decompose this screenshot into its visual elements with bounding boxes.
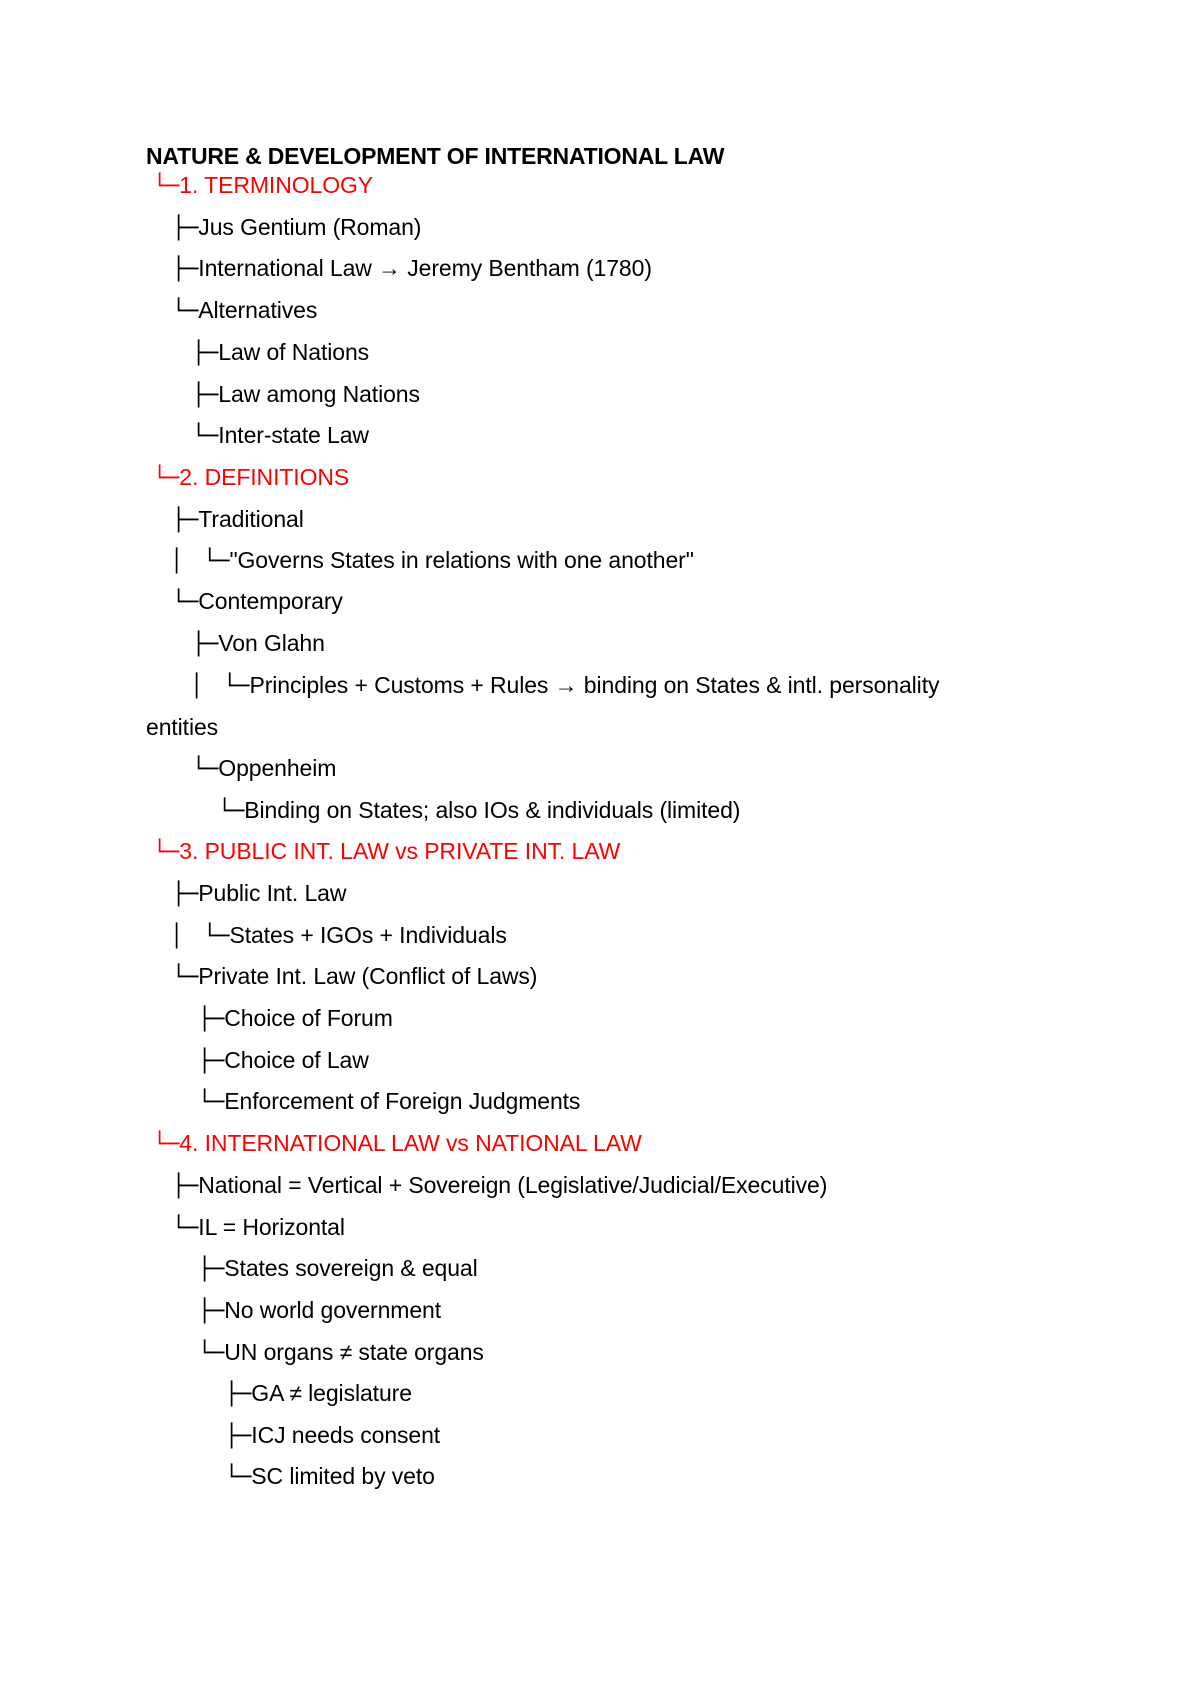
tree-branch-connector: └─ [172,299,199,324]
tree-branch-connector: └─ [153,174,180,199]
outline-line [172,585,343,619]
outline-line-text: Choice of Law [224,1047,369,1073]
outline-line [198,1252,478,1286]
outline-line-text: Inter-state Law [218,422,369,448]
tree-branch-connector: ├─ [192,383,219,408]
outline-line [190,669,939,703]
tree-branch-connector: └─ [172,590,199,615]
outline-line [198,1336,484,1370]
outline-line [218,794,740,828]
outline-line [172,503,304,537]
tree-branch-connector: └─ [198,1341,225,1366]
outline-line [192,336,369,370]
tree-branch-connector: └─ [192,757,219,782]
outline-line-text: Law among Nations [218,381,420,407]
outline-line [192,752,336,786]
outline-line-text: SC limited by veto [251,1463,435,1489]
tree-branch-connector: ├─ [172,257,199,282]
tree-branch-connector: └─ [225,1465,252,1490]
outline-line-text: GA ≠ legislature [251,1380,412,1406]
outline-line [172,1169,827,1203]
outline-line-text: Enforcement of Foreign Judgments [224,1088,581,1114]
outline-line [172,960,537,994]
outline-line-text: 4. INTERNATIONAL LAW vs NATIONAL LAW [179,1130,642,1156]
outline-line [170,544,694,578]
outline-line-text: Oppenheim [218,755,337,781]
outline-line-text: No world government [224,1297,441,1323]
tree-vertical-bar: │ [190,674,204,699]
outline-line [192,419,369,453]
tree-branch-connector: ├─ [172,882,199,907]
document-title: NATURE & DEVELOPMENT OF INTERNATIONAL LAW [146,143,725,169]
outline-line [198,1044,369,1078]
section-heading [153,1127,642,1161]
outline-line-text: Public Int. Law [198,880,347,906]
outline-line-text: 1. TERMINOLOGY [179,172,374,198]
outline-line-text: entities [146,714,219,740]
outline-line-text: National = Vertical + Sovereign (Legislative/Judicial/Executive) [198,1172,828,1198]
tree-branch-connector: ├─ [198,1299,225,1324]
tree-branch-connector: └─ [203,924,230,949]
tree-branch-connector: └─ [223,674,250,699]
outline-line-text: IL = Horizontal [198,1214,345,1240]
outline-line [170,919,507,953]
tree-branch-connector: └─ [203,549,230,574]
outline-line [225,1419,440,1453]
section-heading [153,835,620,869]
tree-branch-connector: ├─ [225,1424,252,1449]
section-heading [153,169,373,203]
outline-line [198,1002,393,1036]
tree-branch-connector: └─ [172,965,199,990]
tree-branch-connector: ├─ [192,341,219,366]
tree-branch-connector: └─ [192,424,219,449]
outline-line [192,378,420,412]
tree-branch-connector: ├─ [172,508,199,533]
tree-branch-connector: └─ [198,1090,225,1115]
tree-branch-connector: ├─ [225,1382,252,1407]
outline-line-text: Jus Gentium (Roman) [198,214,422,240]
outline-line-text: States + IGOs + Individuals [229,922,507,948]
tree-branch-connector: ├─ [198,1007,225,1032]
outline-line-text: UN organs ≠ state organs [224,1339,484,1365]
tree-branch-connector: ├─ [192,632,219,657]
outline-line-text: Traditional [198,506,304,532]
outline-line [225,1377,412,1411]
outline-line-text: 3. PUBLIC INT. LAW vs PRIVATE INT. LAW [179,838,621,864]
outline-line [172,1211,345,1245]
outline-line-text: "Governs States in relations with one another" [229,547,694,573]
tree-branch-connector: ├─ [198,1257,225,1282]
tree-branch-connector: └─ [218,799,245,824]
outline-line-text: States sovereign & equal [224,1255,478,1281]
outline-line-text: Von Glahn [218,630,325,656]
section-heading [153,461,349,495]
outline-line [146,711,218,743]
outline-line [225,1460,435,1494]
outline-line-text: Contemporary [198,588,343,614]
outline-line [172,877,346,911]
tree-vertical-bar: │ [170,924,184,949]
outline-line-text: ICJ needs consent [251,1422,441,1448]
outline-line-text: Alternatives [198,297,318,323]
tree-branch-connector: └─ [153,466,180,491]
outline-line [192,627,325,661]
outline-line [198,1294,441,1328]
outline-line-text: 2. DEFINITIONS [179,464,350,490]
outline-line [172,211,421,245]
outline-line-text: Binding on States; also IOs & individuals (limited) [244,797,741,823]
outline-line [172,294,317,328]
outline-line-text: Choice of Forum [224,1005,393,1031]
outline-line-text: International Law → Jeremy Bentham (1780) [198,255,652,281]
outline-line [198,1085,580,1119]
tree-branch-connector: ├─ [172,216,199,241]
tree-branch-connector: └─ [172,1216,199,1241]
tree-branch-connector: └─ [153,1132,180,1157]
tree-branch-connector: └─ [153,840,180,865]
tree-branch-connector: ├─ [172,1174,199,1199]
tree-vertical-bar: │ [170,549,184,574]
outline-line-text: Law of Nations [218,339,370,365]
outline-line [172,252,652,286]
tree-branch-connector: ├─ [198,1049,225,1074]
outline-line-text: Private Int. Law (Conflict of Laws) [198,963,538,989]
outline-line-text: Principles + Customs + Rules → binding on States & intl. personality [249,672,940,698]
